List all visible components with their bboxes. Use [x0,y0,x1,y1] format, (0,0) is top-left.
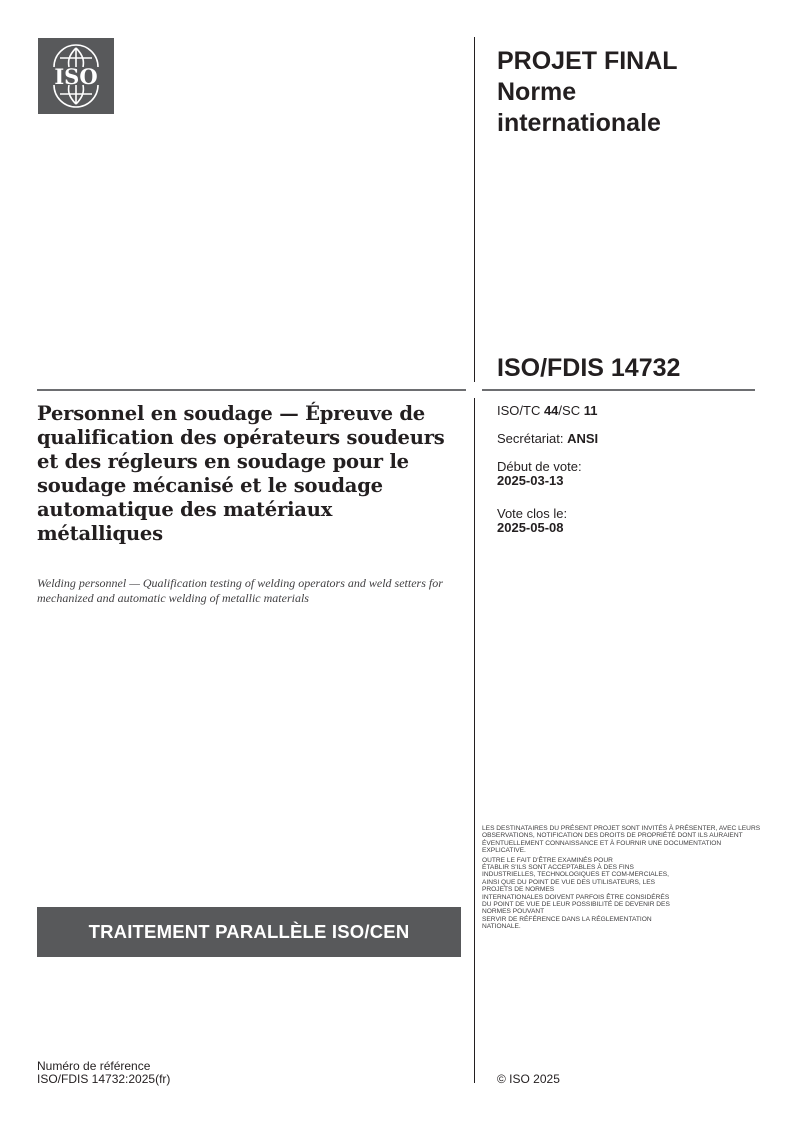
reference-value: ISO/FDIS 14732:2025(fr) [37,1072,171,1086]
status-label: PROJET FINAL [497,47,678,75]
reference-label: Numéro de référence [37,1059,151,1073]
vote-start-info [497,460,582,488]
secretariat-value: ANSI [567,431,599,446]
vertical-divider-bottom [474,398,475,1083]
sc-number: 11 [583,403,598,418]
vote-end-info [497,507,567,535]
vote-start-date: 2025-03-13 [497,473,564,488]
title-english: Welding personnel — Qualification testing of welding operators and weld setters for mechanized and automatic welding of metallic materials [37,576,443,605]
title-french: Personnel en soudage — Épreuve de qualification des opérateurs soudeurs et des régleurs en soudage pour le soudage mécanisé et le soudage automatique des matériaux métalliques [37,402,445,545]
iso-logo [38,38,114,114]
reference-number-block [37,1060,170,1086]
document-number: ISO/FDIS 14732 [497,354,681,382]
vote-end-label: Vote clos le: [497,506,568,521]
secretariat-info: Secrétariat: ANSI [497,431,599,446]
copyright-notice: © ISO 2025 [497,1072,560,1086]
horizontal-divider-right [482,389,755,391]
svg-text:ISO: ISO [54,64,98,89]
document-status [497,46,767,139]
recipient-notice [482,825,762,931]
document-type-line1: Norme [497,78,577,106]
notice-paragraph-1: LES DESTINATAIRES DU PRÉSENT PROJET SONT INVITÉS À PRÉSENTER, AVEC LEURS OBSERVATIONS, NOTIFICATION DES DROITS DE PROPRIÉTÉ DONT ILS AURAIENT ÉVENTUELLEMENT CONNAISSANCE ET À FOURNIR UNE DOCUMENTATION EXPLICATIVE. [482,825,761,855]
horizontal-divider-left [37,389,466,391]
vertical-divider-top [474,37,475,382]
vote-end-date: 2025-05-08 [497,520,564,535]
iso-globe-logo-icon [38,38,114,114]
parallel-processing-banner [37,907,461,957]
notice-paragraph-2: OUTRE LE FAIT D'ÊTRE EXAMINÉS POUR ÉTABLIR S'ILS SONT ACCEPTABLES À DES FINS INDUSTRIELLES, TECHNOLOGIQUES ET COM-MERCIALES, AINSI QUE DU POINT DE VUE DES UTILISATEURS, LES PROJETS DE NORMES INTERNATIONALES DOIVENT PARFOIS ÊTRE CONSIDÉRÉS DU POINT DE VUE DE LEUR POSSIBILITÉ DE DEVENIR DES NORMES POUVANT SERVIR DE RÉFÉRENCE DANS LA RÉGLEMENTATION NATIONALE. [482,856,670,931]
document-type-line2: internationale [497,109,661,137]
vote-start-label: Début de vote: [497,459,582,474]
tc-number: 44 [543,403,559,418]
committee-info: ISO/TC 44/SC 11 [497,403,598,418]
banner-label: TRAITEMENT PARALLÈLE ISO/CEN [88,921,410,942]
